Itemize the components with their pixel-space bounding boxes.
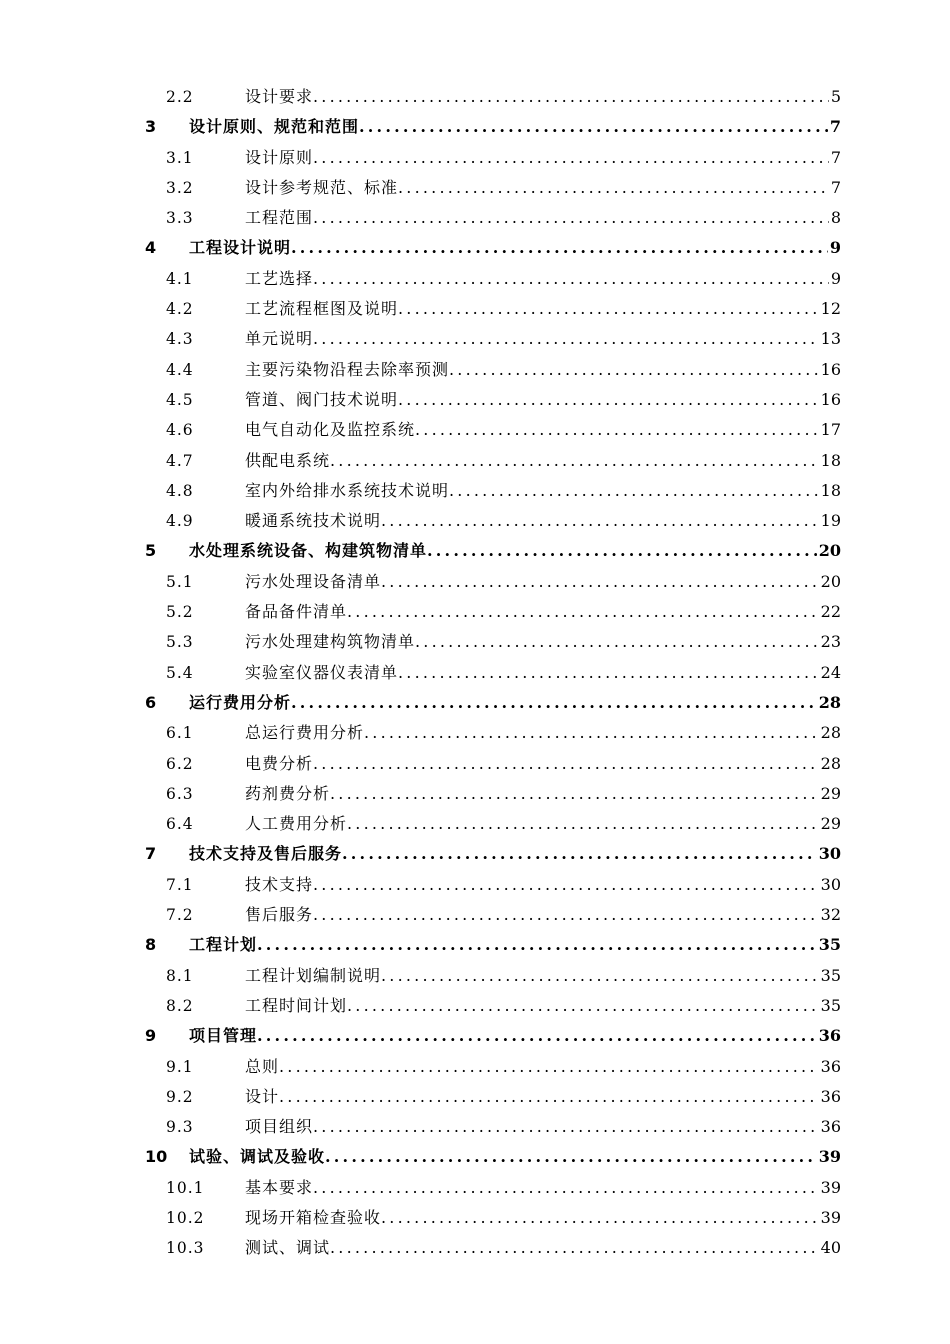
- toc-entry-page: 9: [830, 268, 841, 288]
- toc-entry-page: 35: [820, 965, 841, 985]
- toc-entry-page: 18: [820, 480, 841, 500]
- toc-entry-page: 29: [820, 783, 841, 803]
- toc-section-entry[interactable]: [0, 961, 950, 991]
- toc-leader-dots: [313, 1173, 819, 1203]
- toc-entry-number: 9.2: [166, 1087, 194, 1106]
- toc-leader-dots: [398, 294, 819, 324]
- toc-entry-title: 备品备件清单: [245, 602, 348, 622]
- toc-entry-page: 8: [830, 208, 841, 228]
- toc-leader-dots: [415, 627, 819, 657]
- toc-section-entry[interactable]: [0, 870, 950, 900]
- toc-leader-dots: [313, 324, 819, 354]
- toc-leader-dots: [415, 415, 819, 445]
- toc-entry-page: 12: [820, 299, 841, 319]
- toc-entry-title: 技术支持: [245, 874, 314, 894]
- toc-section-entry[interactable]: [0, 446, 950, 476]
- toc-chapter-entry[interactable]: [0, 112, 950, 142]
- toc-entry-title: 试验、调试及验收: [189, 1147, 326, 1167]
- toc-entry-page: 30: [818, 844, 841, 864]
- toc-leader-dots: [449, 476, 819, 506]
- toc-leader-dots: [313, 82, 829, 112]
- toc-entry-title: 项目组织: [245, 1117, 314, 1137]
- toc-entry-number: 4.6: [166, 421, 194, 440]
- toc-entry-title: 工程计划: [189, 935, 258, 955]
- toc-entry-number: 5: [145, 541, 157, 561]
- toc-entry-title: 售后服务: [245, 905, 314, 925]
- toc-leader-dots: [330, 446, 819, 476]
- toc-entry-number: 4.4: [166, 360, 194, 379]
- toc-entry-number: 4.3: [166, 330, 194, 349]
- toc-section-entry[interactable]: [0, 506, 950, 536]
- toc-leader-dots: [347, 597, 819, 627]
- toc-entry-page: 7: [830, 147, 841, 167]
- toc-section-entry[interactable]: [0, 900, 950, 930]
- toc-entry-page: 36: [818, 1026, 841, 1046]
- toc-entry-number: 6.2: [166, 754, 194, 773]
- toc-entry-title: 设计: [245, 1086, 280, 1106]
- toc-leader-dots: [330, 1233, 819, 1263]
- toc-entry-title: 设计原则: [245, 147, 314, 167]
- toc-entry-page: 28: [820, 723, 841, 743]
- toc-entry-number: 6.3: [166, 784, 194, 803]
- toc-entry-page: 23: [820, 632, 841, 652]
- toc-leader-dots: [381, 961, 819, 991]
- toc-entry-number: 10.1: [166, 1178, 205, 1197]
- toc-leader-dots: [313, 203, 829, 233]
- toc-leader-dots: [449, 355, 819, 385]
- toc-leader-dots: [313, 1112, 819, 1142]
- toc-entry-title: 测试、调试: [245, 1238, 331, 1258]
- toc-entry-page: 39: [820, 1177, 841, 1197]
- toc-entry-page: 36: [820, 1056, 841, 1076]
- toc-entry-page: 39: [820, 1207, 841, 1227]
- toc-section-entry[interactable]: [0, 779, 950, 809]
- toc-leader-dots: [398, 173, 829, 203]
- toc-leader-dots: [381, 1203, 819, 1233]
- toc-entry-number: 5.2: [166, 603, 194, 622]
- toc-entry-page: 19: [820, 511, 841, 531]
- toc-entry-page: 40: [820, 1238, 841, 1258]
- toc-entry-number: 6.1: [166, 724, 194, 743]
- toc-entry-title: 电费分析: [245, 753, 314, 773]
- toc-leader-dots: [257, 930, 817, 960]
- toc-chapter-entry[interactable]: [0, 930, 950, 960]
- toc-entry-title: 基本要求: [245, 1177, 314, 1197]
- toc-entry-number: 4.1: [166, 269, 194, 288]
- toc-entry-page: 36: [820, 1117, 841, 1137]
- toc-entry-number: 9.1: [166, 1057, 194, 1076]
- toc-entry-title: 主要污染物沿程去除率预测: [245, 359, 450, 379]
- toc-entry-number: 4.8: [166, 481, 194, 500]
- toc-leader-dots: [279, 1052, 819, 1082]
- toc-leader-dots: [381, 506, 819, 536]
- toc-chapter-entry[interactable]: [0, 1021, 950, 1051]
- toc-entry-page: 16: [820, 389, 841, 409]
- toc-leader-dots: [398, 385, 819, 415]
- toc-entry-number: 3: [145, 117, 157, 137]
- toc-section-entry[interactable]: [0, 82, 950, 112]
- toc-entry-title: 设计原则、规范和范围: [189, 117, 360, 137]
- toc-leader-dots: [313, 900, 819, 930]
- toc-entry-page: 7: [830, 177, 841, 197]
- toc-entry-page: 22: [820, 602, 841, 622]
- toc-section-entry[interactable]: [0, 173, 950, 203]
- toc-section-entry[interactable]: [0, 718, 950, 748]
- toc-section-entry[interactable]: [0, 1082, 950, 1112]
- toc-entry-number: 5.4: [166, 663, 194, 682]
- toc-entry-page: 39: [818, 1147, 841, 1167]
- toc-entry-page: 17: [820, 420, 841, 440]
- toc-entry-title: 技术支持及售后服务: [189, 844, 343, 864]
- toc-entry-title: 暖通系统技术说明: [245, 511, 382, 531]
- toc-leader-dots: [257, 1021, 817, 1051]
- toc-entry-title: 电气自动化及监控系统: [245, 420, 416, 440]
- toc-entry-title: 污水处理设备清单: [245, 571, 382, 591]
- toc-entry-title: 工程设计说明: [189, 238, 292, 258]
- toc-leader-dots: [347, 991, 819, 1021]
- toc-leader-dots: [364, 718, 819, 748]
- toc-entry-number: 4.7: [166, 451, 194, 470]
- toc-entry-number: 3.1: [166, 148, 194, 167]
- toc-entry-number: 8: [145, 935, 157, 955]
- toc-section-entry[interactable]: [0, 476, 950, 506]
- toc-section-entry[interactable]: [0, 385, 950, 415]
- toc-leader-dots: [342, 839, 817, 869]
- toc-entry-number: 6.4: [166, 815, 194, 834]
- toc-entry-title: 项目管理: [189, 1026, 258, 1046]
- toc-entry-number: 3.2: [166, 178, 194, 197]
- toc-entry-page: 9: [829, 238, 841, 258]
- toc-leader-dots: [291, 233, 828, 263]
- toc-section-entry[interactable]: [0, 294, 950, 324]
- toc-section-entry[interactable]: [0, 355, 950, 385]
- toc-chapter-entry[interactable]: [0, 839, 950, 869]
- toc-section-entry[interactable]: [0, 1173, 950, 1203]
- toc-entry-page: 35: [820, 995, 841, 1015]
- toc-section-entry[interactable]: [0, 1203, 950, 1233]
- toc-entry-page: 36: [820, 1086, 841, 1106]
- toc-chapter-entry[interactable]: [0, 1142, 950, 1172]
- toc-entry-page: 32: [820, 905, 841, 925]
- toc-leader-dots: [427, 536, 817, 566]
- toc-section-entry[interactable]: [0, 658, 950, 688]
- toc-entry-number: 8.2: [166, 996, 194, 1015]
- toc-entry-number: 4.5: [166, 390, 194, 409]
- toc-entry-title: 污水处理建构筑物清单: [245, 632, 416, 652]
- toc-entry-number: 7.2: [166, 906, 194, 925]
- toc-entry-title: 工程计划编制说明: [245, 965, 382, 985]
- toc-section-entry[interactable]: [0, 1052, 950, 1082]
- toc-entry-title: 人工费用分析: [245, 814, 348, 834]
- toc-leader-dots: [291, 688, 817, 718]
- toc-entry-title: 管道、阀门技术说明: [245, 389, 399, 409]
- toc-entry-page: 5: [830, 87, 841, 106]
- toc-leader-dots: [313, 264, 829, 294]
- toc-section-entry[interactable]: [0, 1233, 950, 1263]
- toc-section-entry[interactable]: [0, 324, 950, 354]
- toc-entry-number: 3.3: [166, 209, 194, 228]
- toc-leader-dots: [347, 809, 819, 839]
- toc-entry-title: 室内外给排水系统技术说明: [245, 480, 450, 500]
- toc-entry-number: 7: [145, 844, 157, 864]
- toc-section-entry[interactable]: [0, 809, 950, 839]
- toc-entry-page: 18: [820, 450, 841, 470]
- toc-leader-dots: [325, 1142, 817, 1172]
- toc-entry-number: 10: [145, 1147, 168, 1167]
- toc-entry-number: 6: [145, 692, 157, 712]
- toc-entry-title: 药剂费分析: [245, 783, 331, 803]
- toc-leader-dots: [330, 779, 819, 809]
- toc-section-entry[interactable]: [0, 991, 950, 1021]
- toc-leader-dots: [398, 658, 819, 688]
- toc-chapter-entry[interactable]: [0, 536, 950, 566]
- toc-section-entry[interactable]: [0, 597, 950, 627]
- toc-entry-title: 供配电系统: [245, 450, 331, 470]
- toc-section-entry[interactable]: [0, 203, 950, 233]
- toc-section-entry[interactable]: [0, 1112, 950, 1142]
- toc-entry-title: 总则: [245, 1056, 280, 1076]
- toc-entry-title: 运行费用分析: [189, 692, 292, 712]
- toc-chapter-entry[interactable]: [0, 233, 950, 263]
- toc-entry-page: 24: [820, 662, 841, 682]
- toc-entry-title: 现场开箱检查验收: [245, 1207, 382, 1227]
- toc-entry-number: 10.2: [166, 1208, 205, 1227]
- toc-entry-title: 总运行费用分析: [245, 723, 365, 743]
- toc-leader-dots: [359, 112, 828, 142]
- toc-entry-number: 5.3: [166, 633, 194, 652]
- toc-section-entry[interactable]: [0, 567, 950, 597]
- toc-entry-number: 4.2: [166, 300, 194, 319]
- toc-entry-number: 5.1: [166, 572, 194, 591]
- toc-entry-page: 28: [820, 753, 841, 773]
- table-of-contents: [0, 82, 950, 1264]
- toc-leader-dots: [313, 749, 819, 779]
- toc-entry-title: 工艺流程框图及说明: [245, 299, 399, 319]
- toc-entry-page: 16: [820, 359, 841, 379]
- toc-entry-title: 工程时间计划: [245, 995, 348, 1015]
- toc-entry-page: 35: [818, 935, 841, 955]
- toc-entry-title: 设计要求: [245, 87, 314, 106]
- toc-entry-number: 4: [145, 238, 157, 258]
- toc-section-entry[interactable]: [0, 749, 950, 779]
- toc-entry-number: 4.9: [166, 512, 194, 531]
- toc-section-entry[interactable]: [0, 264, 950, 294]
- toc-entry-number: 9.3: [166, 1118, 194, 1137]
- toc-chapter-entry[interactable]: [0, 688, 950, 718]
- toc-entry-title: 工艺选择: [245, 268, 314, 288]
- toc-entry-number: 8.1: [166, 966, 194, 985]
- toc-entry-number: 7.1: [166, 875, 194, 894]
- toc-leader-dots: [313, 143, 829, 173]
- toc-section-entry[interactable]: [0, 143, 950, 173]
- toc-section-entry[interactable]: [0, 627, 950, 657]
- toc-entry-number: 2.2: [166, 88, 194, 106]
- toc-section-entry[interactable]: [0, 415, 950, 445]
- toc-entry-page: 30: [820, 874, 841, 894]
- toc-entry-page: 7: [829, 117, 841, 137]
- toc-entry-page: 29: [820, 814, 841, 834]
- toc-leader-dots: [279, 1082, 819, 1112]
- toc-entry-page: 20: [818, 541, 841, 561]
- toc-entry-page: 20: [820, 571, 841, 591]
- toc-leader-dots: [313, 870, 819, 900]
- toc-entry-title: 设计参考规范、标准: [245, 177, 399, 197]
- toc-entry-title: 单元说明: [245, 329, 314, 349]
- toc-entry-number: 10.3: [166, 1239, 205, 1258]
- toc-entry-title: 工程范围: [245, 208, 314, 228]
- toc-entry-page: 13: [820, 329, 841, 349]
- toc-entry-title: 实验室仪器仪表清单: [245, 662, 399, 682]
- toc-entry-title: 水处理系统设备、构建筑物清单: [189, 541, 428, 561]
- toc-entry-number: 9: [145, 1026, 157, 1046]
- toc-entry-page: 28: [818, 692, 841, 712]
- toc-leader-dots: [381, 567, 819, 597]
